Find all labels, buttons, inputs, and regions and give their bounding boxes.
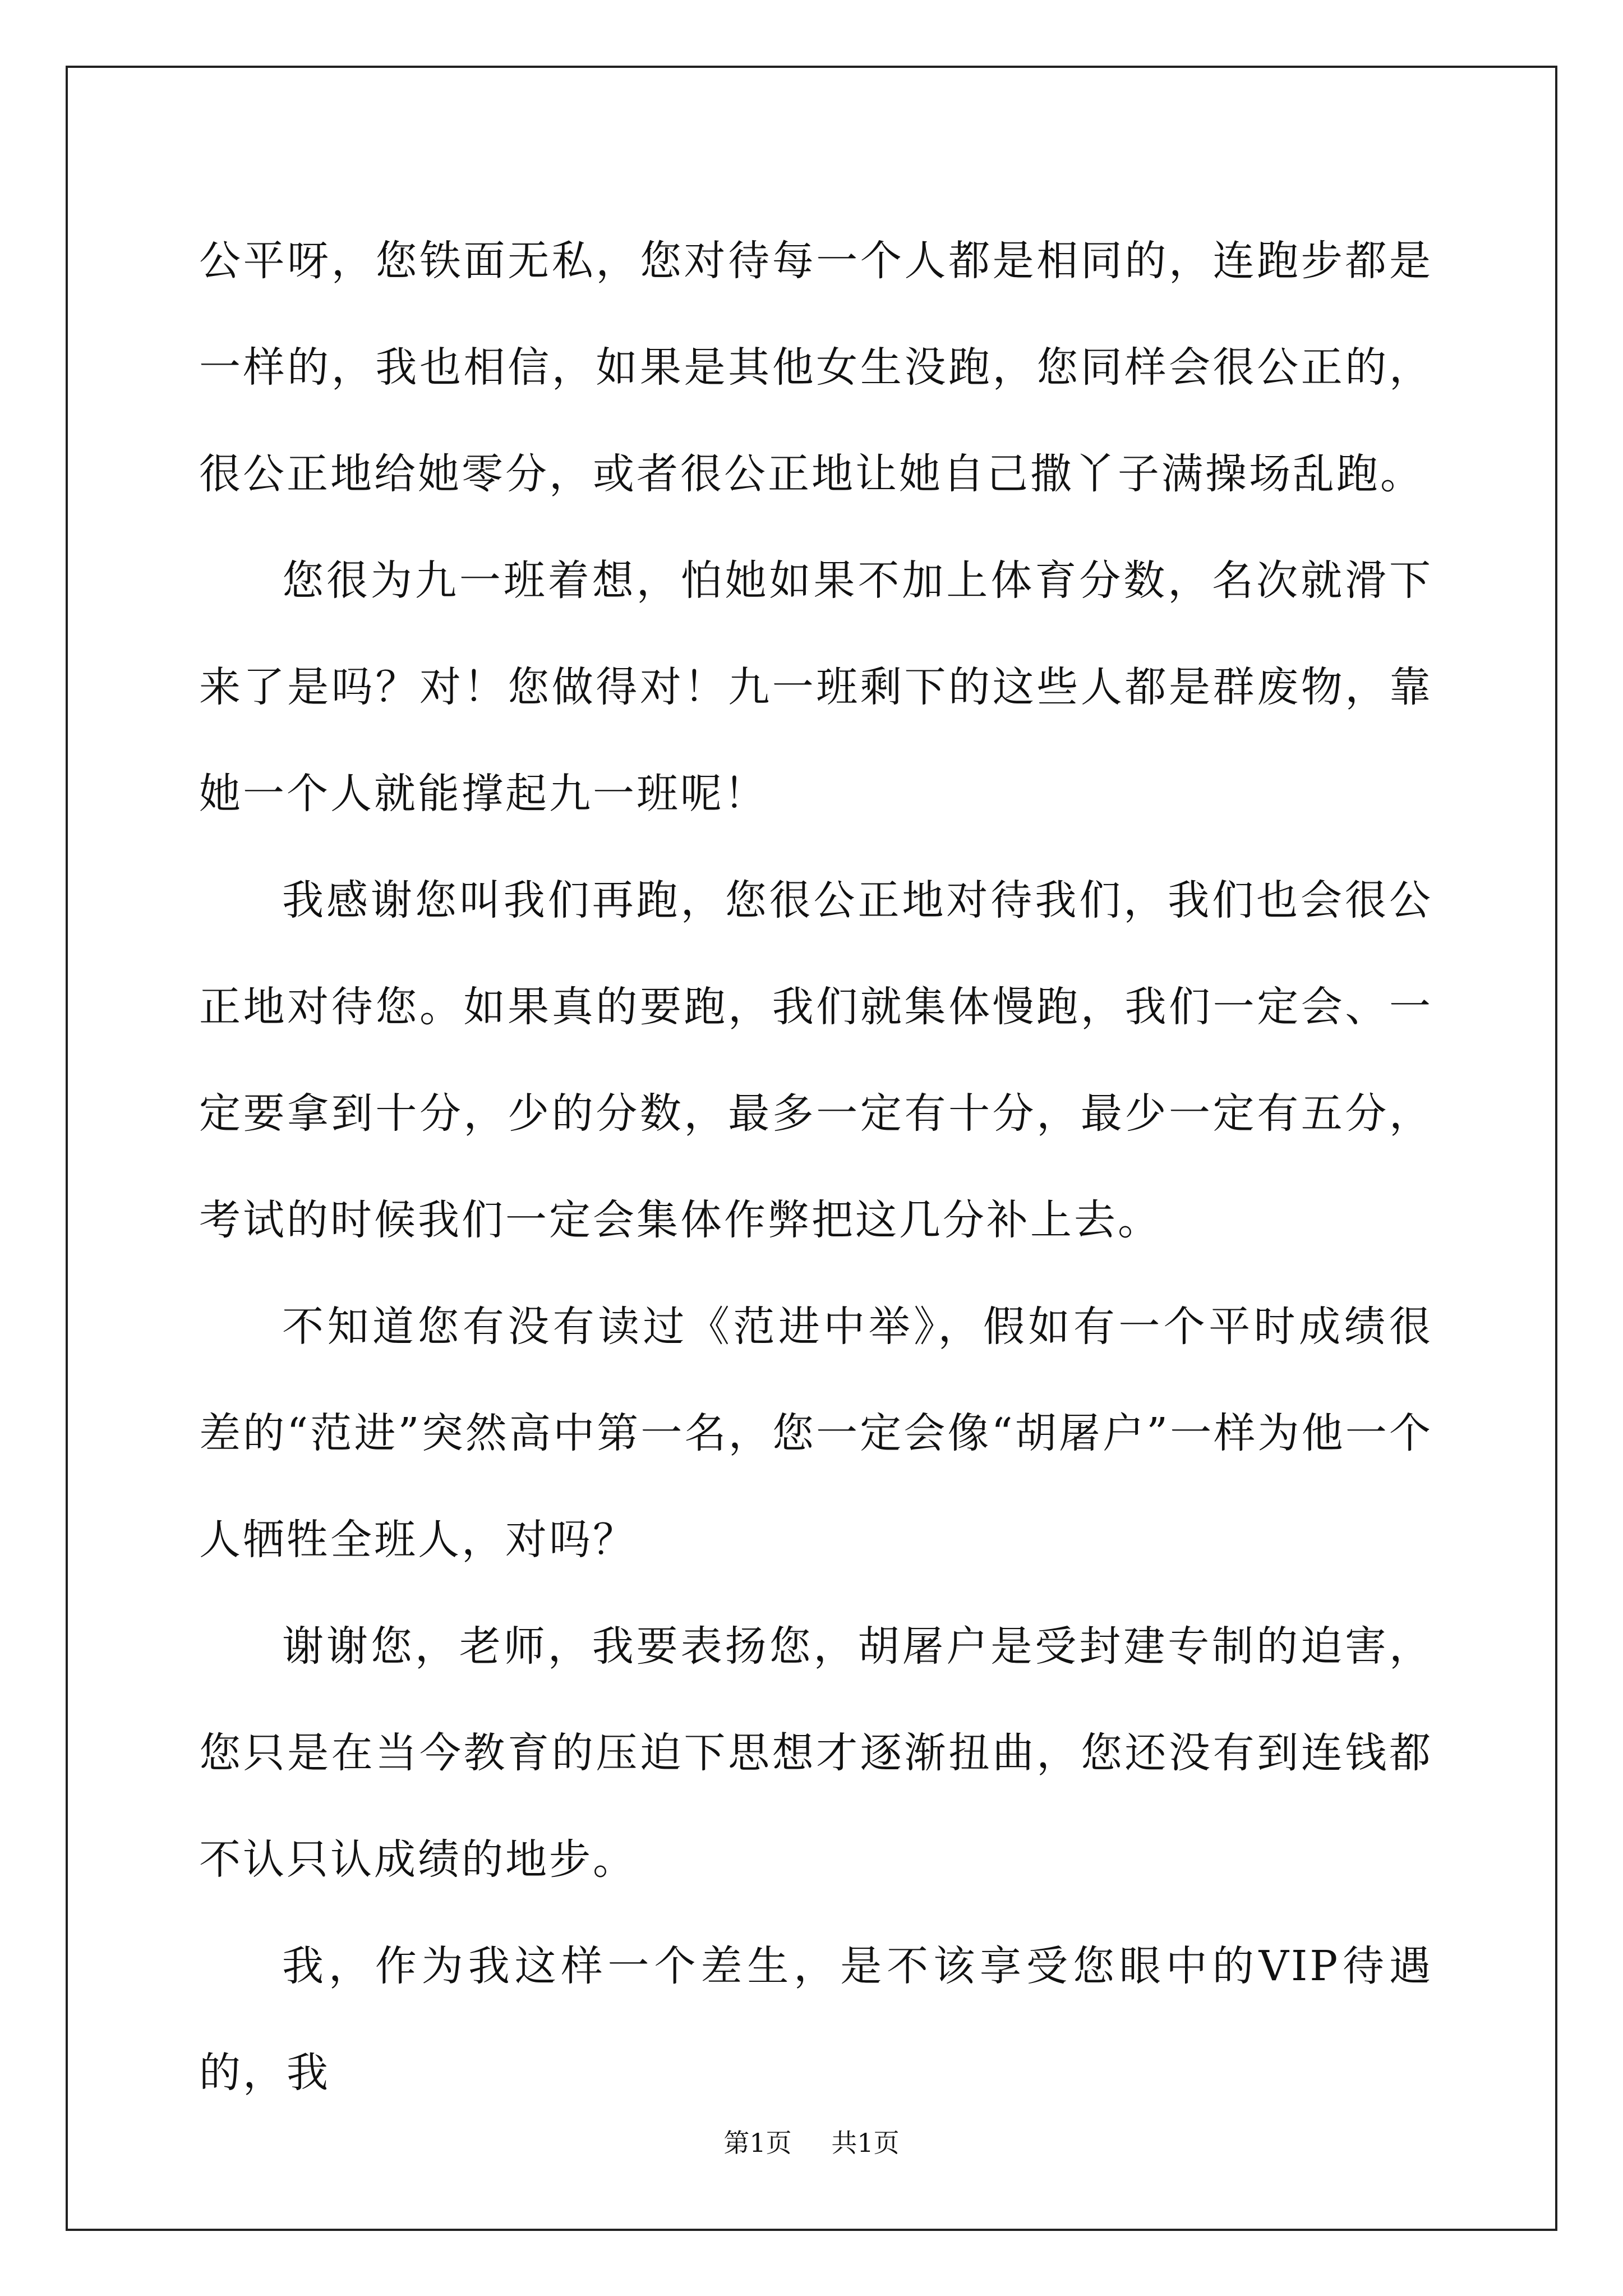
document-body (199, 208, 1433, 2126)
paragraph-2: 您很为九一班着想，怕她如果不加上体育分数，名次就滑下来了是吗？对！您做得对！九一班剩下的这些人都是群废物，靠她一个人就能撑起九一班呢！ (199, 556, 1433, 818)
page-footer (0, 2126, 1623, 2160)
page-number-current: 第1页 (723, 2128, 792, 2158)
paragraph-1: 公平呀，您铁面无私，您对待每一个人都是相同的，连跑步都是一样的，我也相信，如果是其他女生没跑，您同样会很公正的，很公正地给她零分，或者很公正地让她自己撒丫子满操场乱跑。 (199, 237, 1433, 498)
page-number-total: 共1页 (831, 2128, 900, 2158)
paragraph-4: 不知道您有没有读过《范进中举》，假如有一个平时成绩很差的“范进”突然高中第一名，您一定会像“胡屠户”一样为他一个人牺牲全班人，对吗？ (199, 1303, 1433, 1564)
paragraph-6: 我，作为我这样一个差生，是不该享受您眼中的VIP待遇的，我 (199, 1942, 1433, 2097)
paragraph-5: 谢谢您，老师，我要表扬您，胡屠户是受封建专制的迫害，您只是在当今教育的压迫下思想才逐渐扭曲，您还没有到连钱都不认只认成绩的地步。 (199, 1622, 1433, 1884)
paragraph-3: 我感谢您叫我们再跑，您很公正地对待我们，我们也会很公正地对待您。如果真的要跑，我们就集体慢跑，我们一定会、一定要拿到十分，少的分数，最多一定有十分，最少一定有五分，考试的时候我们一定会集体作弊把这几分补上去。 (199, 876, 1433, 1244)
